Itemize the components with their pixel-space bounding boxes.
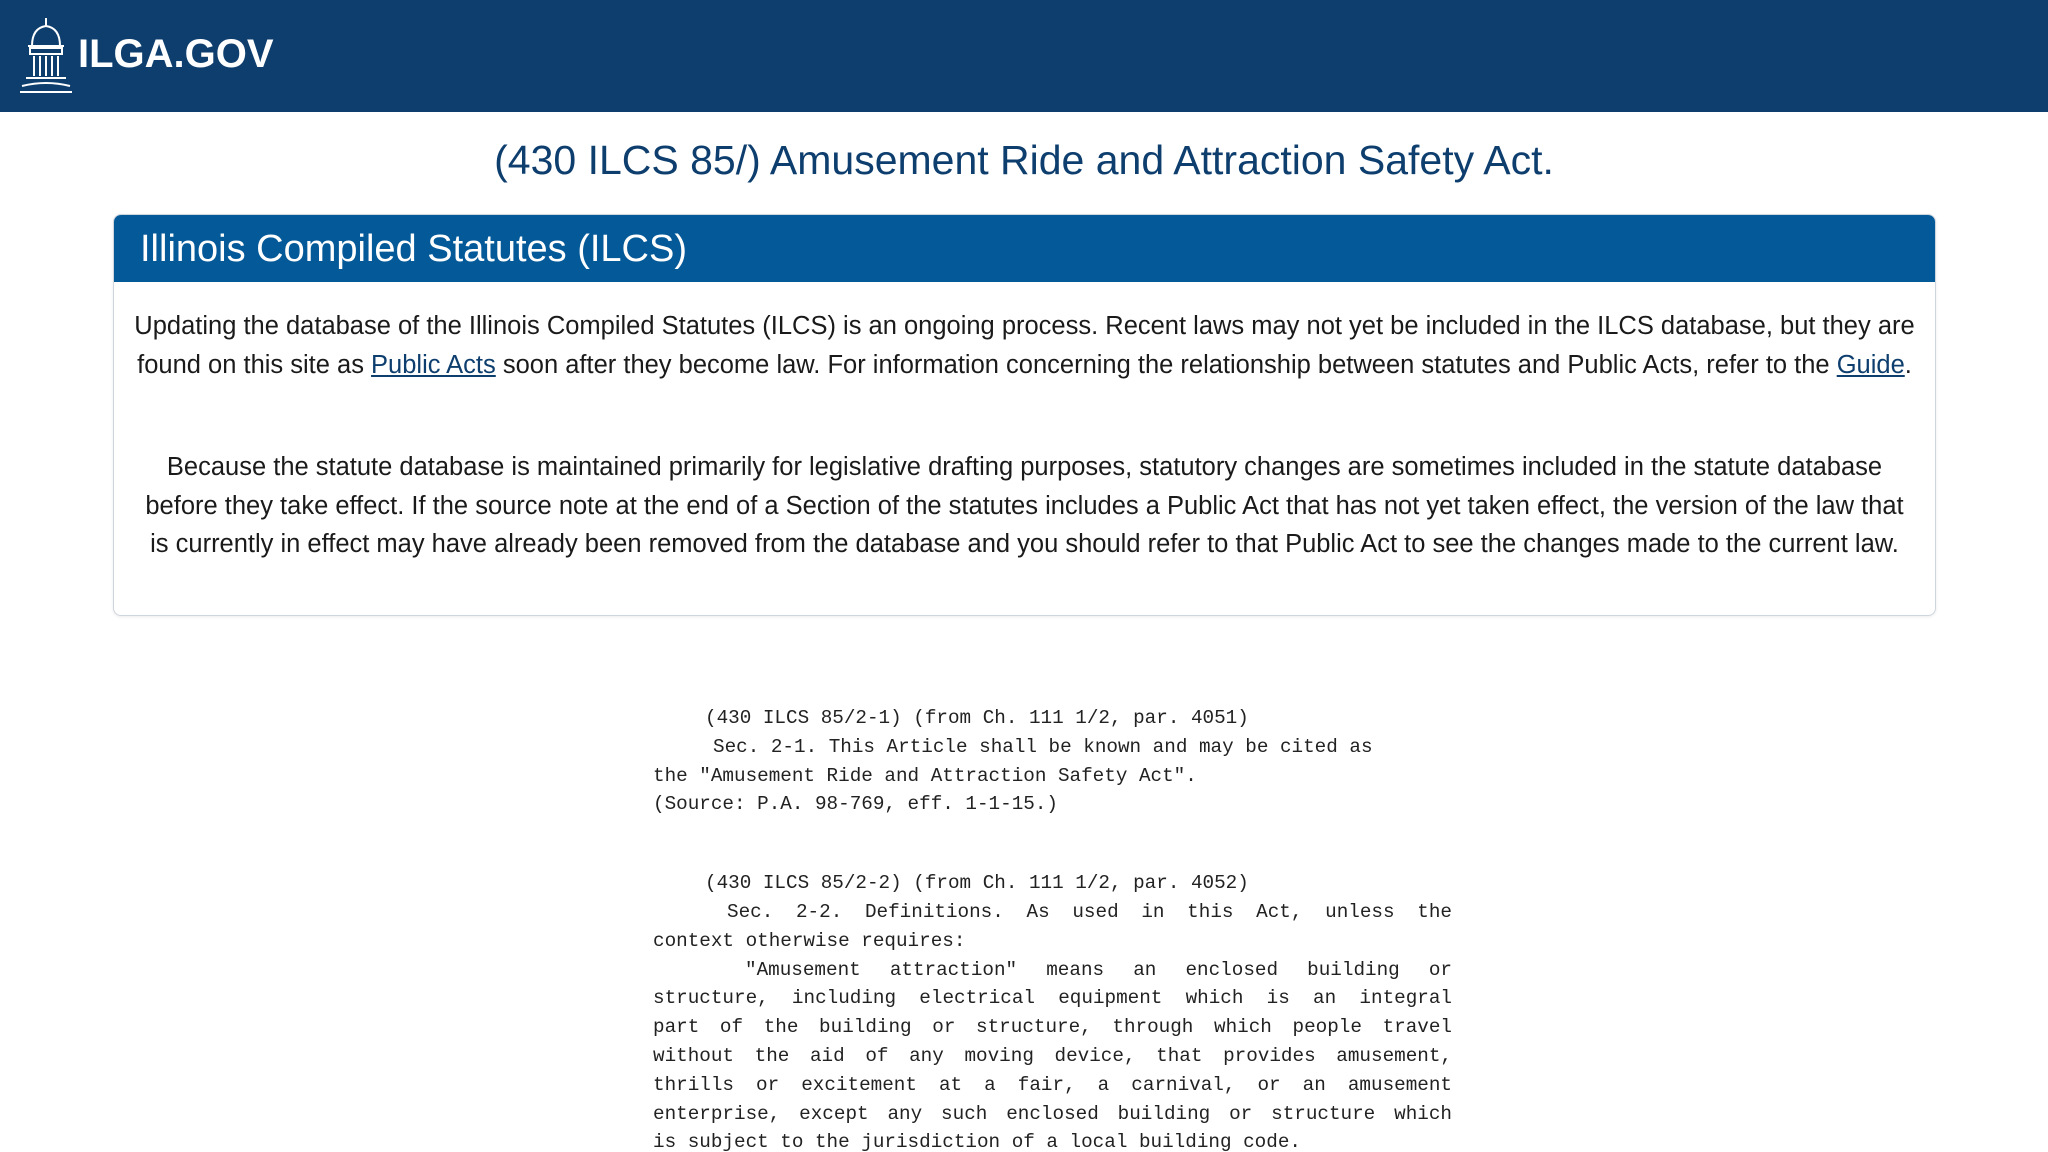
section-line: context otherwise requires: [653,929,966,952]
section-line: the "Amusement Ride and Attraction Safety Act". [653,764,1197,787]
public-acts-link[interactable]: Public Acts [371,350,496,379]
notice-text: soon after they become law. For information concerning the relationship between statutes and Public Acts, refer to the [495,350,1837,379]
section-line: is subject to the jurisdiction of a local building code. [653,1131,1301,1152]
page-title: (430 ILCS 85/) Amusement Ride and Attraction Safety Act. [494,137,1554,183]
section-line: without the aid of any moving device, that provides amusement, [653,1044,1452,1067]
guide-link[interactable]: Guide [1836,350,1905,379]
card-title: Illinois Compiled Statutes (ILCS) [140,228,687,270]
section-line: "Amusement attraction" means an enclosed building or [745,958,1452,981]
section-gap [653,819,1453,869]
section-line: enterprise, except any such enclosed building or structure which [653,1102,1452,1125]
notice-paragraph-1 [134,307,1915,384]
notice-text: . [1904,350,1912,379]
section-line: Sec. 2-1. This Article shall be known and may be cited as [713,735,1373,758]
capitol-dome-icon[interactable] [18,16,74,96]
notice-paragraph-2: Because the statute database is maintained primarily for legislative drafting purposes, statutory changes are sometimes included in the statute database before they take effect. If the source note at the end of a Section of the statutes includes a Public Act that has not yet taken effect, the version of the law that is currently in effect may have already been removed from the database and you should refer to that Public Act to see the changes made to the current law. [145,453,1904,558]
section-line: thrills or excitement at a fair, a carnival, or an amusement [653,1073,1452,1096]
site-header [0,0,2048,112]
section-source: (Source: P.A. 98-769, eff. 1-1-15.) [653,793,1058,816]
notice-text: Updating the database of the Illinois Compiled Statutes (ILCS) is an ongoing process. Recent laws may not yet be included in the ILCS database, but they are found on this site as [134,312,1915,379]
section-citation: (430 ILCS 85/2-2) (from Ch. 111 1/2, par. 4052) [705,872,1249,895]
section-line: Sec. 2-2. Definitions. As used in this Act, unless the [727,900,1452,923]
section-line: part of the building or structure, through which people travel [653,1016,1452,1039]
ilcs-notice-card [113,214,1936,616]
section-citation: (430 ILCS 85/2-1) (from Ch. 111 1/2, par. 4051) [705,707,1249,729]
card-header [114,215,1935,282]
statute-text [653,704,1453,1152]
site-logo-text[interactable]: ILGA.GOV [78,32,274,76]
section-line: structure, including electrical equipment which is an integral [653,987,1452,1010]
